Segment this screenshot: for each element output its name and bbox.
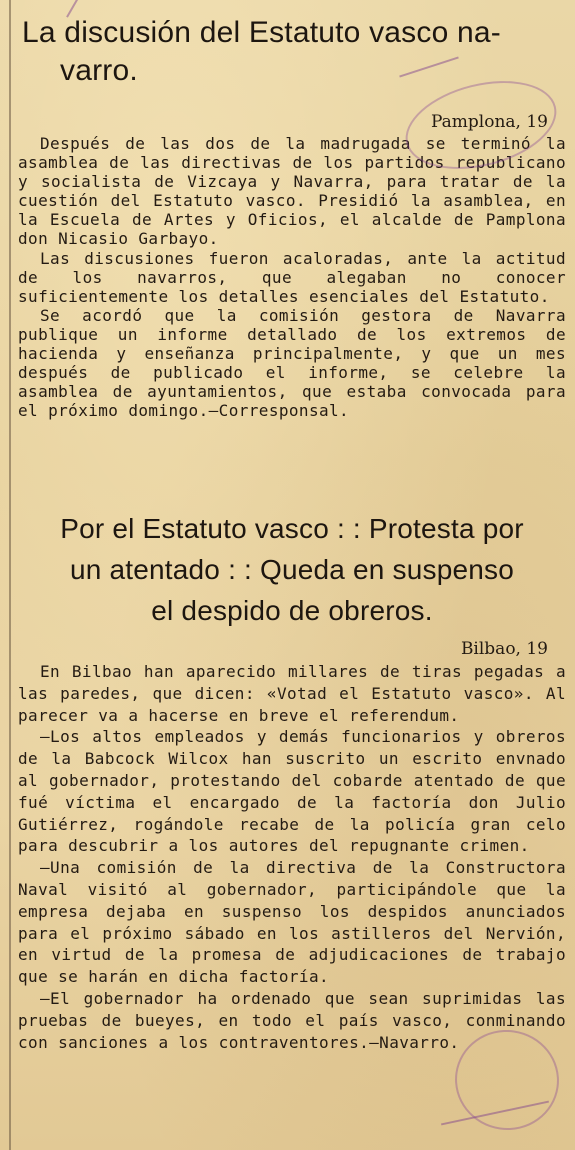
article-1-body bbox=[18, 134, 566, 420]
article-1-headline-line-1: La discusión del Estatuto vasco na- bbox=[22, 16, 501, 49]
article-bilbao bbox=[18, 508, 566, 1053]
article-2-dateline: Bilbao, 19 bbox=[460, 639, 548, 659]
article-2-paragraph: En Bilbao han aparecido millares de tiras pegadas a las paredes, que dicen: «Votad el Estatuto vasco». Al parecer va a hacerse en breve el referendum. bbox=[18, 662, 566, 725]
article-2-headline-line-2: un atentado : : Queda en suspenso bbox=[69, 554, 515, 585]
article-1-headline-line-2: varro. bbox=[60, 54, 138, 87]
article-1-dateline: Pamplona, 19 bbox=[430, 112, 548, 132]
article-2-headline bbox=[18, 508, 566, 631]
article-1-paragraph: Las discusiones fueron acaloradas, ante la actitud de los navarros, que alegaban no conocer suficientemente los detalles esenciales del Estatuto. bbox=[18, 248, 566, 306]
article-1-headline bbox=[18, 14, 566, 90]
article-2-paragraph: —Los altos empleados y demás funcionarios y obreros de la Babcock Wilcox han suscrito un escrito envnado al gobernador, protestando del cobarde atentado de que fué víctima el encargado de la factoría don Julio Gutiérrez, rogándole recabe de la policía gran celo para descubrir a los autores del repugnante crimen. bbox=[18, 727, 566, 856]
column-rule bbox=[9, 0, 11, 1150]
article-1-paragraph: Después de las dos de la madrugada se terminó la asamblea de las directivas de los partidos republicano y socialista de Vizcaya y Navarra, para tratar de la cuestión del Estatuto vasco. Presidió la asamblea, en la Escuela de Artes y Oficios, el alcalde de Pamplona don Nicasio Garbayo. bbox=[18, 134, 566, 249]
ink-stroke-mark bbox=[441, 1101, 549, 1126]
article-1-paragraph: Se acordó que la comisión gestora de Navarra publique un informe detallado de los extremos de hacienda y enseñanza principalmente, y que un mes después de publicado el informe, se celebre la asamblea de ayuntamientos, que estaba convocada para el próximo domingo.—Corresponsal. bbox=[18, 305, 566, 421]
article-2-paragraph: —El gobernador ha ordenado que sean suprimidas las pruebas de bueyes, en todo el país vasco, conminando con sanciones a los contraventores.—Navarro. bbox=[18, 988, 566, 1052]
article-2-headline-line-1: Por el Estatuto vasco : : Protesta por bbox=[60, 513, 524, 544]
article-2-body bbox=[18, 661, 566, 1053]
article-2-paragraph: —Una comisión de la directiva de la Constructora Naval visitó al gobernador, participándole que la empresa dejaba en suspenso los despidos anunciados para el próximo sábado en los astilleros del Nervión, en virtud de la promesa de adjudicaciones de trabajo que se harán en dicha factoría. bbox=[18, 858, 566, 987]
article-pamplona bbox=[18, 14, 566, 420]
article-2-headline-line-3: el despido de obreros. bbox=[151, 595, 433, 626]
